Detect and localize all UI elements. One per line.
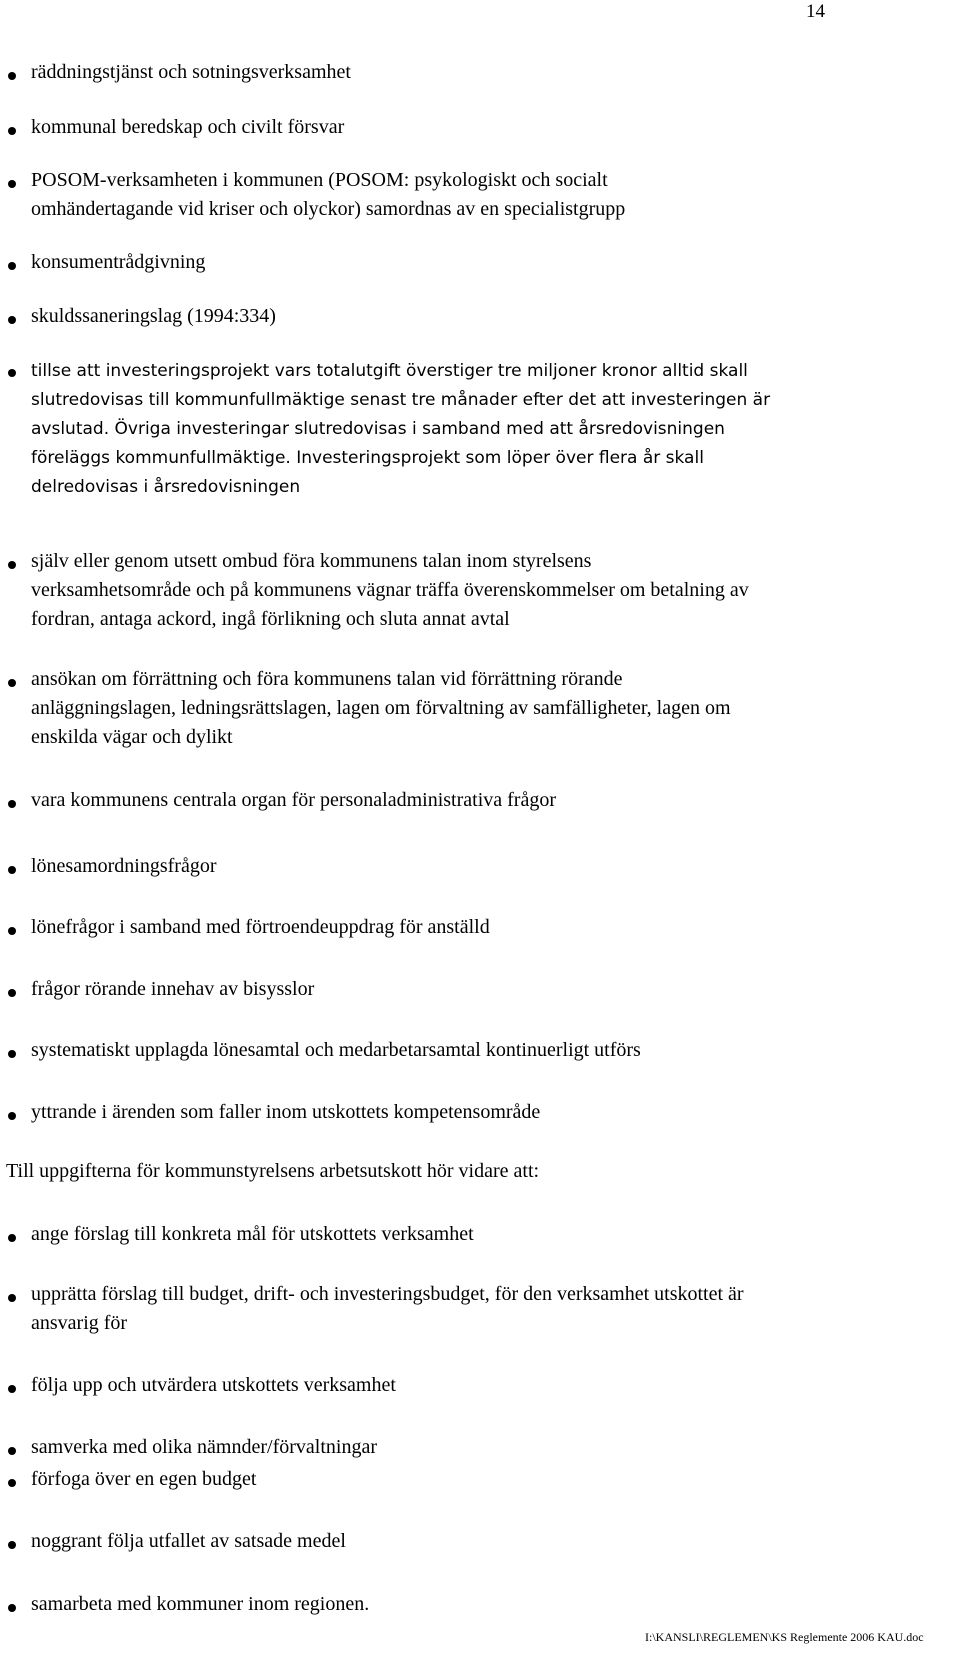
bullet-dot-icon — [8, 1234, 16, 1242]
text-line: frågor rörande innehav av bisysslor — [31, 978, 315, 1000]
text-line: delredovisas i årsredovisningen — [31, 477, 301, 497]
bullet-dot-icon — [8, 316, 16, 324]
bullet-dot-icon — [8, 127, 16, 135]
bullet-dot-icon — [8, 1604, 16, 1612]
bullet-dot-icon — [8, 927, 16, 935]
text-line: lönesamordningsfrågor — [31, 855, 217, 877]
text-line: förfoga över en egen budget — [31, 1468, 257, 1490]
text-line: avslutad. Övriga investeringar slutredovisas i samband med att årsredovisningen — [31, 419, 725, 439]
text-line: ansökan om förrättning och föra kommunens talan vid förrättning rörande — [31, 668, 623, 690]
bullet-dot-icon — [8, 1112, 16, 1120]
intro-paragraph: Till uppgifterna för kommunstyrelsens arbetsutskott hör vidare att: — [6, 1160, 540, 1182]
text-line: POSOM-verksamheten i kommunen (POSOM: psykologiskt och socialt — [31, 169, 608, 191]
text-line: lönefrågor i samband med förtroendeuppdrag för anställd — [31, 916, 490, 938]
text-line: konsumentrådgivning — [31, 251, 206, 273]
text-line: följa upp och utvärdera utskottets verksamhet — [31, 1374, 396, 1396]
bullet-dot-icon — [8, 866, 16, 874]
bullet-dot-icon — [8, 72, 16, 80]
text-line: räddningstjänst och sotningsverksamhet — [31, 61, 351, 83]
bullet-dot-icon — [8, 1447, 16, 1455]
text-line: samarbeta med kommuner inom regionen. — [31, 1593, 370, 1615]
bullet-dot-icon — [8, 679, 16, 687]
footer-file-path: I:\KANSLI\REGLEMEN\KS Reglemente 2006 KAU.doc — [645, 1630, 924, 1644]
text-line: föreläggs kommunfullmäktige. Investeringsprojekt som löper över flera år skall — [31, 448, 704, 468]
text-line: samverka med olika nämnder/förvaltningar — [31, 1436, 377, 1458]
bullet-dot-icon — [8, 1294, 16, 1302]
text-line: upprätta förslag till budget, drift- och investeringsbudget, för den verksamhet utskottet är — [31, 1283, 744, 1305]
bullet-dot-icon — [8, 1479, 16, 1487]
text-line: skuldssaneringslag (1994:334) — [31, 305, 276, 327]
text-line: verksamhetsområde och på kommunens vägnar träffa överenskommelser om betalning av — [31, 579, 749, 601]
text-line: enskilda vägar och dylikt — [31, 726, 233, 748]
text-line: själv eller genom utsett ombud föra kommunens talan inom styrelsens — [31, 550, 592, 572]
text-line: fordran, antaga ackord, ingå förlikning och sluta annat avtal — [31, 608, 510, 630]
bullet-dot-icon — [8, 180, 16, 188]
text-line: omhändertagande vid kriser och olyckor) samordnas av en specialistgrupp — [31, 198, 626, 220]
text-line: ansvarig för — [31, 1312, 128, 1334]
bullet-dot-icon — [8, 369, 16, 377]
text-line: slutredovisas till kommunfullmäktige senast tre månader efter det att investeringen är — [31, 390, 771, 410]
text-line: systematiskt upplagda lönesamtal och medarbetarsamtal kontinuerligt utförs — [31, 1039, 641, 1061]
bullet-dot-icon — [8, 800, 16, 808]
text-line: kommunal beredskap och civilt försvar — [31, 116, 345, 138]
bullet-dot-icon — [8, 561, 16, 569]
bullet-dot-icon — [8, 1050, 16, 1058]
bullet-dot-icon — [8, 1541, 16, 1549]
page-number: 14 — [806, 1, 825, 22]
text-line: noggrant följa utfallet av satsade medel — [31, 1530, 346, 1552]
bullet-dot-icon — [8, 989, 16, 997]
text-line: anläggningslagen, ledningsrättslagen, lagen om förvaltning av samfälligheter, lagen om — [31, 697, 731, 719]
bullet-dot-icon — [8, 262, 16, 270]
bullet-dot-icon — [8, 1385, 16, 1393]
text-line: yttrande i ärenden som faller inom utskottets kompetensområde — [31, 1101, 541, 1123]
text-line: ange förslag till konkreta mål för utskottets verksamhet — [31, 1223, 474, 1245]
text-line: tillse att investeringsprojekt vars totalutgift överstiger tre miljoner kronor alltid skall — [31, 361, 748, 381]
text-line: vara kommunens centrala organ för personaladministrativa frågor — [31, 789, 556, 811]
